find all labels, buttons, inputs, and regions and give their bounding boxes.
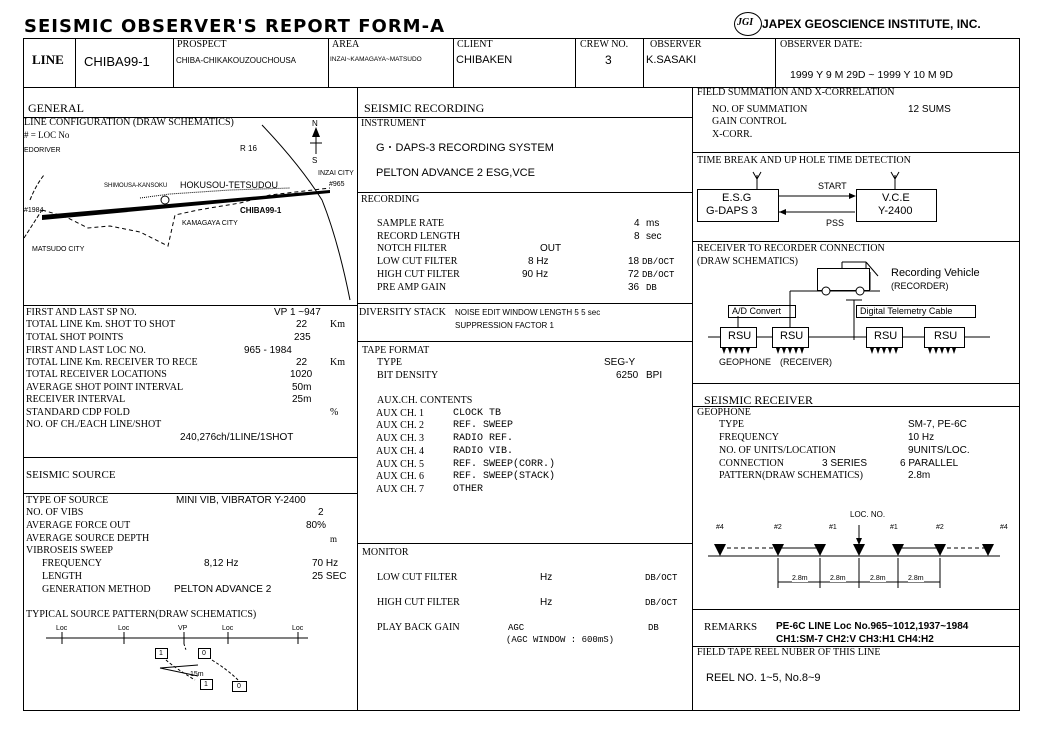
- diversity-line2[interactable]: SUPPRESSION FACTOR 1: [455, 321, 554, 330]
- receiver-freq-value[interactable]: 10 Hz: [908, 432, 935, 443]
- preamp-label: PRE AMP GAIN: [377, 282, 447, 293]
- general-row-value[interactable]: 25m: [292, 394, 312, 405]
- esg-label: E.S.G: [722, 192, 752, 204]
- pattern-loc: Loc: [222, 625, 234, 632]
- aux-ch: AUX CH. 3: [376, 433, 425, 444]
- highcut-label: HIGH CUT FILTER: [377, 269, 460, 280]
- form-title: SEISMIC OBSERVER'S REPORT FORM-A: [24, 16, 445, 37]
- pattern-loc: Loc: [56, 625, 68, 632]
- monitor-highcut-unit: DB/OCT: [645, 598, 678, 608]
- playback-value[interactable]: AGC: [508, 623, 525, 633]
- crew-value[interactable]: 3: [605, 53, 612, 67]
- diversity-label: DIVERSITY STACK: [359, 307, 446, 318]
- map-chiba: CHIBA99-1: [240, 206, 282, 215]
- client-value[interactable]: CHIBAKEN: [456, 54, 513, 66]
- lowcut-label: LOW CUT FILTER: [377, 256, 458, 267]
- source-freq-label: FREQUENCY: [42, 558, 103, 569]
- pattern-box-1: 1: [159, 650, 163, 657]
- aux-ch: AUX CH. 6: [376, 471, 425, 482]
- pattern-n4: #4: [716, 524, 724, 531]
- notch-filter-value[interactable]: OUT: [540, 243, 562, 254]
- source-force-value[interactable]: 80%: [306, 520, 327, 531]
- rsu-label: RSU: [934, 330, 958, 342]
- general-row-value[interactable]: 965 - 1984: [244, 345, 292, 356]
- line-label: LINE: [32, 52, 64, 67]
- observer-value[interactable]: K.SASAKI: [646, 54, 697, 66]
- remarks-line1[interactable]: PE-6C LINE Loc No.965~1012,1937~1984: [776, 621, 969, 632]
- general-row-label: RECEIVER INTERVAL: [26, 394, 126, 405]
- map-south: S: [312, 156, 318, 165]
- source-depth-label: AVERAGE SOURCE DEPTH: [26, 533, 150, 544]
- pattern-n4: #4: [1000, 524, 1008, 531]
- map-kamagaya: KAMAGAYA CITY: [182, 220, 238, 227]
- pattern-spacing: 2.8m: [870, 575, 886, 582]
- loc-note: # = LOC No: [24, 130, 70, 140]
- gdaps-label: G-DAPS 3: [706, 205, 758, 217]
- summation-label: NO. OF SUMMATION: [712, 104, 808, 115]
- bit-density-unit: BPI: [646, 370, 663, 381]
- aux-ch: AUX CH. 4: [376, 446, 425, 457]
- pattern-loc-no: LOC. NO.: [850, 510, 886, 519]
- instrument-line2[interactable]: PELTON ADVANCE 2 ESG,VCE: [376, 167, 535, 179]
- aux-content[interactable]: RADIO VIB.: [453, 446, 514, 457]
- company-name: JAPEX GEOSCIENCE INSTITUTE, INC.: [762, 17, 981, 31]
- pattern-spacing: 2.8m: [792, 575, 808, 582]
- line-value[interactable]: CHIBA99-1: [84, 54, 150, 69]
- receiver-type-value[interactable]: SM-7, PE-6C: [908, 419, 967, 430]
- bit-density-label: BIT DENSITY: [377, 370, 439, 381]
- pattern-spacing: 2.8m: [908, 575, 924, 582]
- aux-content[interactable]: RADIO REF.: [453, 433, 514, 444]
- lowcut-unit: DB/OCT: [642, 257, 675, 267]
- record-length-label: RECORD LENGTH: [377, 231, 461, 242]
- aux-content[interactable]: REF. SWEEP(CORR.): [453, 459, 556, 470]
- map-matsudo: MATSUDO CITY: [32, 246, 85, 253]
- instrument-line1[interactable]: G・DAPS-3 RECORDING SYSTEM: [376, 142, 554, 154]
- receiver-connection-series[interactable]: 3 SERIES: [822, 458, 868, 469]
- receiver-type-label: TYPE: [719, 419, 744, 430]
- aux-content[interactable]: OTHER: [453, 484, 484, 495]
- timebreak-title: TIME BREAK AND UP HOLE TIME DETECTION: [697, 155, 911, 166]
- monitor-lowcut-label: LOW CUT FILTER: [377, 572, 458, 583]
- remarks-label: REMARKS: [704, 621, 758, 633]
- receiver-freq-label: FREQUENCY: [719, 432, 780, 443]
- source-gen-value[interactable]: PELTON ADVANCE 2: [174, 584, 272, 595]
- bit-density-value[interactable]: 6250: [616, 370, 639, 381]
- ad-convert-label: A/D Convert: [732, 306, 782, 316]
- pattern-distance: 15m: [190, 671, 204, 678]
- highcut-unit: DB/OCT: [642, 270, 675, 280]
- date-label: OBSERVER DATE:: [780, 39, 863, 50]
- record-length-unit: sec: [646, 231, 662, 242]
- pattern-n2: #2: [936, 524, 944, 531]
- playback-unit: DB: [648, 623, 659, 633]
- monitor-highcut-label: HIGH CUT FILTER: [377, 597, 460, 608]
- source-length-label: LENGTH: [42, 571, 82, 582]
- tape-type-value[interactable]: SEG-Y: [604, 357, 636, 368]
- aux-ch: AUX CH. 1: [376, 408, 425, 419]
- pattern-vp: VP: [178, 625, 188, 632]
- receiver-units-value[interactable]: 9UNITS/LOC.: [908, 445, 970, 456]
- sample-rate-unit: ms: [646, 218, 660, 229]
- summation-value[interactable]: 12 SUMS: [908, 104, 951, 115]
- crew-label: CREW NO.: [580, 39, 629, 50]
- source-vibs-label: NO. OF VIBS: [26, 507, 84, 518]
- general-row-label: TOTAL LINE Km. RECEIVER TO RECE: [26, 357, 198, 368]
- agc-window[interactable]: (AGC WINDOW : 600mS): [506, 635, 615, 645]
- recording-label: RECORDING: [361, 194, 420, 205]
- jgi-logo-text: JGI: [737, 17, 754, 28]
- line-config-label: LINE CONFIGURATION (DRAW SCHEMATICS): [24, 117, 234, 128]
- source-title: SEISMIC SOURCE: [26, 469, 116, 481]
- telemetry-label: Digital Telemetry Cable: [860, 306, 953, 316]
- geophone-label: GEOPHONE: [719, 357, 772, 367]
- source-force-label: AVERAGE FORCE OUT: [26, 520, 131, 531]
- notch-filter-label: NOTCH FILTER: [377, 243, 447, 254]
- receiver-title: SEISMIC RECEIVER: [704, 393, 814, 407]
- source-vibs-value[interactable]: 2: [318, 507, 324, 518]
- y2400-label: Y-2400: [878, 205, 913, 217]
- lowcut-db[interactable]: 18: [628, 256, 640, 267]
- record-length-value[interactable]: 8: [634, 231, 640, 242]
- recording-title: SEISMIC RECORDING: [364, 101, 485, 115]
- map-hokusou: HOKUSOU-TETSUDOU: [180, 180, 279, 190]
- prospect-label: PROSPECT: [177, 39, 227, 50]
- source-type-label: TYPE OF SOURCE: [26, 495, 109, 506]
- general-row-label: FIRST AND LAST LOC NO.: [26, 345, 146, 356]
- map-inzai: INZAI CITY: [318, 170, 354, 177]
- receiver-connection-label: CONNECTION: [719, 458, 784, 469]
- map-north: N: [312, 119, 318, 128]
- area-label: AREA: [332, 39, 360, 50]
- general-row-value[interactable]: 1020: [290, 369, 313, 380]
- monitor-lowcut-unit: DB/OCT: [645, 573, 678, 583]
- aux-label: AUX.CH. CONTENTS: [377, 395, 473, 406]
- monitor-highcut-hz[interactable]: Hz: [540, 597, 553, 608]
- source-freq-value2[interactable]: 70 Hz: [312, 558, 339, 569]
- general-row-label: TOTAL LINE Km. SHOT TO SHOT: [26, 319, 176, 330]
- general-row-label: TOTAL SHOT POINTS: [26, 332, 124, 343]
- general-row-value[interactable]: 50m: [292, 382, 312, 393]
- highcut-hz[interactable]: 90 Hz: [522, 269, 549, 280]
- aux-ch: AUX CH. 7: [376, 484, 425, 495]
- general-row-value[interactable]: 22: [296, 357, 308, 368]
- tape-title: TAPE FORMAT: [362, 345, 430, 356]
- source-sweep-label: VIBROSEIS SWEEP: [26, 545, 113, 556]
- receiver-units-label: NO. OF UNITS/LOCATION: [719, 445, 836, 456]
- pattern-box-0: 0: [237, 683, 241, 690]
- pattern-loc: Loc: [292, 625, 304, 632]
- map-r16: R 16: [240, 144, 257, 153]
- observer-label: OBSERVER: [650, 39, 702, 50]
- preamp-value[interactable]: 36: [628, 282, 640, 293]
- general-row-value[interactable]: VP 1 ~947: [274, 307, 321, 318]
- tape-type-label: TYPE: [377, 357, 402, 368]
- gain-control-label: GAIN CONTROL: [712, 116, 787, 127]
- instrument-label: INSTRUMENT: [361, 118, 426, 129]
- pattern-n2: #2: [774, 524, 782, 531]
- vce-label: V.C.E: [882, 192, 910, 204]
- receiver-pattern-value[interactable]: 2.8m: [908, 470, 931, 481]
- preamp-unit: DB: [646, 283, 657, 293]
- client-label: CLIENT: [457, 39, 493, 50]
- lowcut-hz[interactable]: 8 Hz: [528, 256, 549, 267]
- recording-vehicle-label: Recording Vehicle: [891, 267, 980, 279]
- general-row-unit: Km: [330, 319, 345, 330]
- pattern-n1: #1: [890, 524, 898, 531]
- diversity-line1[interactable]: NOISE EDIT WINDOW LENGTH 5 5 sec: [455, 308, 601, 317]
- sample-rate-label: SAMPLE RATE: [377, 218, 444, 229]
- general-row-label: AVERAGE SHOT POINT INTERVAL: [26, 382, 184, 393]
- source-type-value[interactable]: MINI VIB, VIBRATOR Y-2400: [176, 495, 306, 506]
- remarks-line2[interactable]: CH1:SM-7 CH2:V CH3:H1 CH4:H2: [776, 634, 934, 645]
- general-row-unit: Km: [330, 357, 345, 368]
- general-row-value[interactable]: 235: [294, 332, 311, 343]
- pss-label: PSS: [826, 218, 845, 228]
- pattern-loc: Loc: [118, 625, 130, 632]
- prospect-value[interactable]: CHIBA-CHIKAKOUZOUCHOUSA: [176, 56, 297, 65]
- channels-value[interactable]: 240,276ch/1LINE/1SHOT: [180, 432, 294, 443]
- receiver-connection-parallel[interactable]: 6 PARALLEL: [900, 458, 959, 469]
- source-freq-value[interactable]: 8,12 Hz: [204, 558, 239, 569]
- date-value[interactable]: 1999 Y 9 M 29D ~ 1999 Y 10 M 9D: [790, 69, 953, 81]
- rsu-label: RSU: [728, 330, 752, 342]
- pattern-spacing: 2.8m: [830, 575, 846, 582]
- rsu-label: RSU: [874, 330, 898, 342]
- connection-subtitle: (DRAW SCHEMATICS): [697, 256, 798, 267]
- source-length-value[interactable]: 25 SEC: [312, 571, 347, 582]
- map-loc965: #965: [329, 181, 345, 188]
- general-title: GENERAL: [28, 101, 84, 115]
- general-row-label: STANDARD CDP FOLD: [26, 407, 130, 418]
- rsu-label: RSU: [780, 330, 804, 342]
- pattern-box-1: 1: [204, 681, 208, 688]
- sample-rate-value[interactable]: 4: [634, 218, 640, 229]
- general-row-label: FIRST AND LAST SP NO.: [26, 307, 137, 318]
- map-shimousa: SHIMOUSA-KANSOKU: [104, 183, 168, 189]
- area-value[interactable]: INZAI~KAMAGAYA~MATSUDO: [330, 56, 422, 63]
- source-gen-label: GENERATION METHOD: [42, 584, 151, 595]
- map-loc1984: #1984: [24, 207, 44, 214]
- xcorr-label: X-CORR.: [712, 129, 753, 140]
- aux-content[interactable]: REF. SWEEP: [453, 420, 514, 431]
- tape-reel-value[interactable]: REEL NO. 1~5, No.8~9: [706, 672, 821, 684]
- aux-content[interactable]: REF. SWEEP(STACK): [453, 471, 556, 482]
- monitor-title: MONITOR: [362, 547, 409, 558]
- general-row-label: NO. OF CH./EACH LINE/SHOT: [26, 419, 162, 430]
- receiver-pattern-label: PATTERN(DRAW SCHEMATICS): [719, 470, 863, 481]
- map-edoriver: EDORIVER: [24, 147, 61, 154]
- receiver-label: (RECEIVER): [780, 357, 833, 367]
- highcut-db[interactable]: 72: [628, 269, 640, 280]
- general-row-unit: %: [330, 407, 339, 418]
- aux-ch: AUX CH. 2: [376, 420, 425, 431]
- aux-content[interactable]: CLOCK TB: [453, 408, 502, 419]
- general-row-value[interactable]: 22: [296, 319, 308, 330]
- tape-reel-title: FIELD TAPE REEL NUBER OF THIS LINE: [697, 647, 881, 658]
- start-label: START: [818, 181, 847, 191]
- playback-label: PLAY BACK GAIN: [377, 622, 460, 633]
- recorder-label: (RECORDER): [891, 281, 949, 291]
- pattern-box-0: 0: [202, 650, 206, 657]
- field-title: FIELD SUMMATION AND X-CORRELATION: [697, 87, 895, 98]
- source-depth-unit: m: [330, 534, 338, 544]
- source-pattern-label: TYPICAL SOURCE PATTERN(DRAW SCHEMATICS): [26, 609, 257, 620]
- connection-title: RECEIVER TO RECORDER CONNECTION: [697, 243, 885, 254]
- geophone-heading: GEOPHONE: [697, 407, 751, 418]
- pattern-n1: #1: [829, 524, 837, 531]
- general-row-label: TOTAL RECEIVER LOCATIONS: [26, 369, 167, 380]
- monitor-lowcut-hz[interactable]: Hz: [540, 572, 553, 583]
- aux-ch: AUX CH. 5: [376, 459, 425, 470]
